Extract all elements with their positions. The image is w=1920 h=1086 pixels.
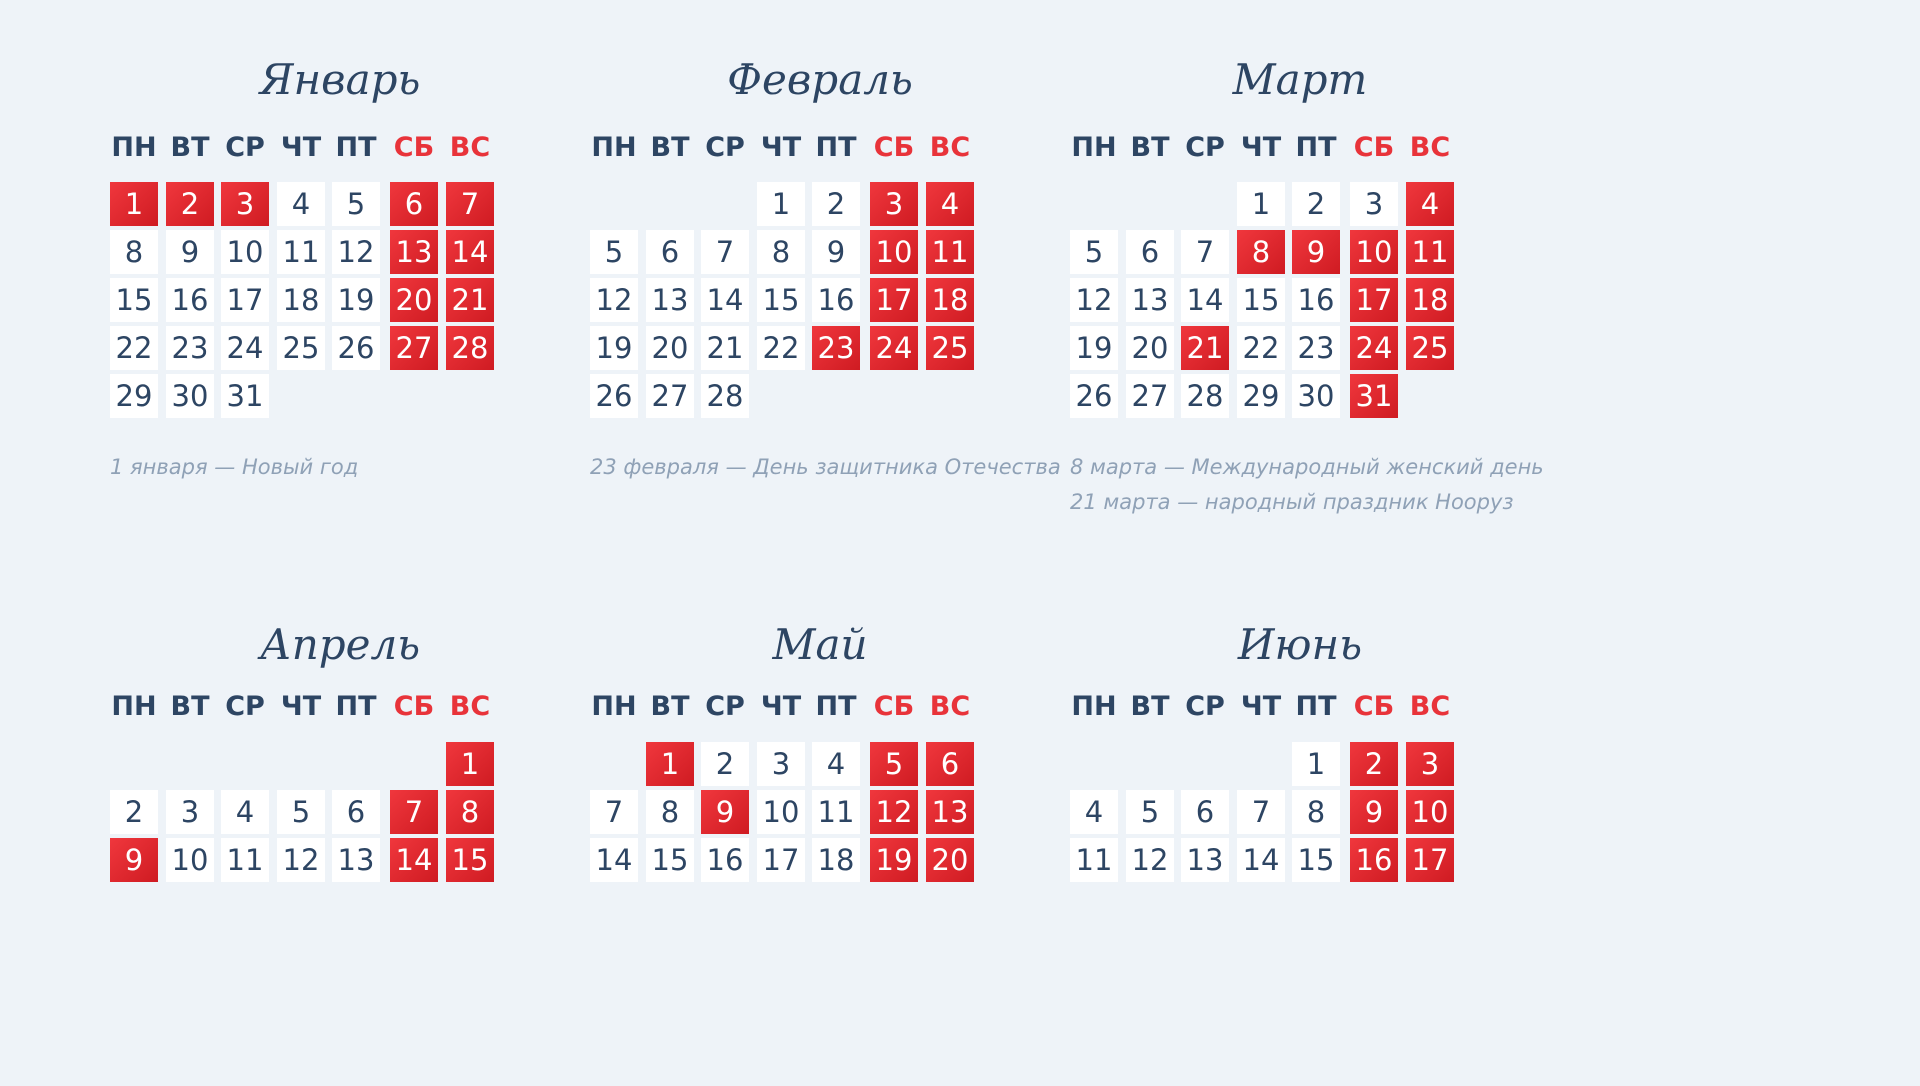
day-cell: 8 <box>110 230 158 274</box>
day-cell-holiday: 31 <box>1350 374 1398 418</box>
day-cell: 8 <box>1292 790 1340 834</box>
weekday-label: ВС <box>929 691 971 722</box>
day-cell-holiday: 6 <box>390 182 438 226</box>
weekday-label: ВС <box>449 132 491 163</box>
day-cell: 16 <box>812 278 860 322</box>
day-cell: 16 <box>1292 278 1340 322</box>
weekday-label: СР <box>705 691 745 722</box>
day-cell-holiday: 3 <box>870 182 918 226</box>
day-cell-holiday: 17 <box>1350 278 1398 322</box>
holiday-note: 23 февраля — День защитника Отечества <box>590 455 1061 479</box>
day-cell-holiday: 3 <box>1406 742 1454 786</box>
weekday-label: СБ <box>393 691 435 722</box>
day-cell-holiday: 2 <box>166 182 214 226</box>
day-cell: 14 <box>1181 278 1229 322</box>
weekday-label: ПН <box>1071 691 1117 722</box>
weekday-label: ПН <box>591 132 637 163</box>
day-cell: 10 <box>757 790 805 834</box>
day-cell: 7 <box>590 790 638 834</box>
day-cell-holiday: 14 <box>446 230 494 274</box>
weekday-label: ПТ <box>335 691 377 722</box>
day-cell: 2 <box>701 742 749 786</box>
day-cell-holiday: 8 <box>1237 230 1285 274</box>
day-cell-holiday: 14 <box>390 838 438 882</box>
weekday-label: ПН <box>591 691 637 722</box>
day-cell: 11 <box>221 838 269 882</box>
day-cell: 4 <box>277 182 325 226</box>
day-cell-holiday: 18 <box>926 278 974 322</box>
day-cell-holiday: 23 <box>812 326 860 370</box>
weekday-label: ПТ <box>815 132 857 163</box>
day-cell: 19 <box>332 278 380 322</box>
day-cell: 6 <box>646 230 694 274</box>
day-cell-holiday: 3 <box>221 182 269 226</box>
day-cell-holiday: 1 <box>110 182 158 226</box>
day-cell-holiday: 1 <box>646 742 694 786</box>
weekday-label: ЧТ <box>760 132 802 163</box>
day-cell: 17 <box>757 838 805 882</box>
day-cell-holiday: 12 <box>870 790 918 834</box>
day-cell: 4 <box>812 742 860 786</box>
day-cell: 7 <box>1237 790 1285 834</box>
day-cell: 19 <box>590 326 638 370</box>
day-cell-holiday: 7 <box>446 182 494 226</box>
weekday-label: СР <box>1185 691 1225 722</box>
day-cell: 15 <box>110 278 158 322</box>
holiday-note: 8 марта — Международный женский день <box>1070 455 1544 479</box>
holiday-notes <box>590 450 1110 485</box>
day-cell: 13 <box>646 278 694 322</box>
day-cell: 15 <box>646 838 694 882</box>
day-cell-holiday: 19 <box>870 838 918 882</box>
day-cell: 12 <box>590 278 638 322</box>
day-cell-holiday: 11 <box>1406 230 1454 274</box>
holiday-note: 1 января — Новый год <box>110 455 359 479</box>
day-cell: 1 <box>757 182 805 226</box>
weekday-label: СР <box>705 132 745 163</box>
day-cell: 14 <box>701 278 749 322</box>
weekday-label: ПН <box>111 691 157 722</box>
weekday-label: СБ <box>873 691 915 722</box>
day-cell-holiday: 25 <box>926 326 974 370</box>
day-cell: 30 <box>166 374 214 418</box>
weekday-label: ЧТ <box>280 132 322 163</box>
day-cell-holiday: 24 <box>870 326 918 370</box>
day-cell: 3 <box>1350 182 1398 226</box>
day-cell: 23 <box>166 326 214 370</box>
weekday-label: СБ <box>873 132 915 163</box>
day-cell: 22 <box>110 326 158 370</box>
day-cell: 26 <box>1070 374 1118 418</box>
day-cell-holiday: 6 <box>926 742 974 786</box>
day-cell: 5 <box>332 182 380 226</box>
day-cell: 7 <box>1181 230 1229 274</box>
day-cell: 15 <box>1292 838 1340 882</box>
day-cell-holiday: 1 <box>446 742 494 786</box>
day-cell-holiday: 7 <box>390 790 438 834</box>
day-cell: 2 <box>1292 182 1340 226</box>
holiday-notes <box>110 450 630 485</box>
weekday-label: ЧТ <box>280 691 322 722</box>
weekday-label: ВТ <box>1130 132 1170 163</box>
day-cell: 12 <box>1070 278 1118 322</box>
day-cell: 6 <box>332 790 380 834</box>
day-cell: 10 <box>221 230 269 274</box>
day-cell-holiday: 15 <box>446 838 494 882</box>
weekday-header <box>110 128 570 168</box>
day-cell: 25 <box>277 326 325 370</box>
day-cell: 6 <box>1126 230 1174 274</box>
day-cell-holiday: 20 <box>926 838 974 882</box>
day-cell: 12 <box>332 230 380 274</box>
month-title: Май <box>772 620 868 669</box>
day-cell: 7 <box>701 230 749 274</box>
day-cell-holiday: 28 <box>446 326 494 370</box>
day-cell-holiday: 24 <box>1350 326 1398 370</box>
day-cell: 11 <box>812 790 860 834</box>
day-cell: 18 <box>277 278 325 322</box>
day-cell-holiday: 20 <box>390 278 438 322</box>
day-cell-holiday: 27 <box>390 326 438 370</box>
weekday-header <box>110 687 570 727</box>
day-cell: 20 <box>646 326 694 370</box>
weekday-label: ВТ <box>170 132 210 163</box>
day-cell-holiday: 2 <box>1350 742 1398 786</box>
day-cell-holiday: 25 <box>1406 326 1454 370</box>
weekday-label: ВТ <box>170 691 210 722</box>
weekday-label: ВТ <box>1130 691 1170 722</box>
day-cell: 22 <box>1237 326 1285 370</box>
day-cell: 19 <box>1070 326 1118 370</box>
day-cell: 31 <box>221 374 269 418</box>
day-cell: 27 <box>1126 374 1174 418</box>
day-cell-holiday: 10 <box>1350 230 1398 274</box>
day-cell: 1 <box>1292 742 1340 786</box>
day-cell: 1 <box>1237 182 1285 226</box>
day-cell-holiday: 13 <box>926 790 974 834</box>
day-cell: 29 <box>110 374 158 418</box>
weekday-label: СБ <box>1353 132 1395 163</box>
day-cell: 5 <box>1126 790 1174 834</box>
day-cell: 26 <box>590 374 638 418</box>
day-cell: 17 <box>221 278 269 322</box>
day-cell: 14 <box>1237 838 1285 882</box>
weekday-label: ЧТ <box>1240 132 1282 163</box>
month-title: Февраль <box>727 55 913 104</box>
day-cell-holiday: 10 <box>870 230 918 274</box>
weekday-label: ПТ <box>1295 132 1337 163</box>
day-cell-holiday: 13 <box>390 230 438 274</box>
day-cell: 5 <box>277 790 325 834</box>
day-cell: 21 <box>701 326 749 370</box>
day-cell: 13 <box>332 838 380 882</box>
day-cell: 26 <box>332 326 380 370</box>
day-cell-holiday: 21 <box>446 278 494 322</box>
day-cell: 3 <box>757 742 805 786</box>
day-cell: 22 <box>757 326 805 370</box>
day-cell: 5 <box>590 230 638 274</box>
day-cell: 28 <box>1181 374 1229 418</box>
day-cell: 9 <box>166 230 214 274</box>
day-cell-holiday: 17 <box>1406 838 1454 882</box>
weekday-header <box>590 687 1050 727</box>
day-cell: 5 <box>1070 230 1118 274</box>
month-title: Январь <box>259 55 421 104</box>
day-cell: 6 <box>1181 790 1229 834</box>
day-cell-holiday: 18 <box>1406 278 1454 322</box>
day-cell: 8 <box>757 230 805 274</box>
weekday-label: ПТ <box>1295 691 1337 722</box>
weekday-label: ЧТ <box>1240 691 1282 722</box>
day-cell: 30 <box>1292 374 1340 418</box>
weekday-header <box>1070 128 1530 168</box>
day-cell: 11 <box>1070 838 1118 882</box>
weekday-label: ПТ <box>335 132 377 163</box>
day-cell: 10 <box>166 838 214 882</box>
weekday-label: ПН <box>111 132 157 163</box>
day-cell-holiday: 9 <box>701 790 749 834</box>
day-cell: 16 <box>701 838 749 882</box>
day-cell-holiday: 9 <box>110 838 158 882</box>
day-cell-holiday: 8 <box>446 790 494 834</box>
day-cell: 16 <box>166 278 214 322</box>
weekday-label: ВТ <box>650 132 690 163</box>
day-cell: 13 <box>1126 278 1174 322</box>
weekday-label: СБ <box>393 132 435 163</box>
weekday-label: ВС <box>449 691 491 722</box>
weekday-label: ЧТ <box>760 691 802 722</box>
weekday-label: ВС <box>1409 691 1451 722</box>
weekday-label: СБ <box>1353 691 1395 722</box>
day-cell: 2 <box>110 790 158 834</box>
weekday-label: СР <box>225 691 265 722</box>
day-cell-holiday: 5 <box>870 742 918 786</box>
weekday-label: СР <box>1185 132 1225 163</box>
day-cell-holiday: 10 <box>1406 790 1454 834</box>
day-cell-holiday: 9 <box>1292 230 1340 274</box>
month-title: Июнь <box>1237 620 1363 669</box>
day-cell-holiday: 9 <box>1350 790 1398 834</box>
month-title: Март <box>1232 55 1368 104</box>
day-cell: 12 <box>277 838 325 882</box>
day-cell: 24 <box>221 326 269 370</box>
weekday-label: ПТ <box>815 691 857 722</box>
day-cell-holiday: 4 <box>926 182 974 226</box>
day-cell: 29 <box>1237 374 1285 418</box>
day-cell: 15 <box>1237 278 1285 322</box>
weekday-label: ВТ <box>650 691 690 722</box>
day-cell: 28 <box>701 374 749 418</box>
day-cell: 4 <box>1070 790 1118 834</box>
day-cell: 8 <box>646 790 694 834</box>
weekday-header <box>590 128 1050 168</box>
weekday-label: ВС <box>1409 132 1451 163</box>
holiday-note: 21 марта — народный праздник Нооруз <box>1070 490 1514 514</box>
day-cell: 4 <box>221 790 269 834</box>
day-cell: 27 <box>646 374 694 418</box>
day-cell: 11 <box>277 230 325 274</box>
day-cell-holiday: 11 <box>926 230 974 274</box>
day-cell: 2 <box>812 182 860 226</box>
day-cell: 12 <box>1126 838 1174 882</box>
day-cell: 14 <box>590 838 638 882</box>
month-title: Апрель <box>259 620 421 669</box>
day-cell: 9 <box>812 230 860 274</box>
weekday-label: ПН <box>1071 132 1117 163</box>
day-cell: 20 <box>1126 326 1174 370</box>
day-cell-holiday: 16 <box>1350 838 1398 882</box>
weekday-label: ВС <box>929 132 971 163</box>
day-cell-holiday: 21 <box>1181 326 1229 370</box>
day-cell: 18 <box>812 838 860 882</box>
day-cell-holiday: 17 <box>870 278 918 322</box>
weekday-header <box>1070 687 1530 727</box>
day-cell: 23 <box>1292 326 1340 370</box>
day-cell: 15 <box>757 278 805 322</box>
day-cell: 13 <box>1181 838 1229 882</box>
day-cell-holiday: 4 <box>1406 182 1454 226</box>
holiday-notes <box>1070 450 1590 520</box>
day-cell: 3 <box>166 790 214 834</box>
weekday-label: СР <box>225 132 265 163</box>
